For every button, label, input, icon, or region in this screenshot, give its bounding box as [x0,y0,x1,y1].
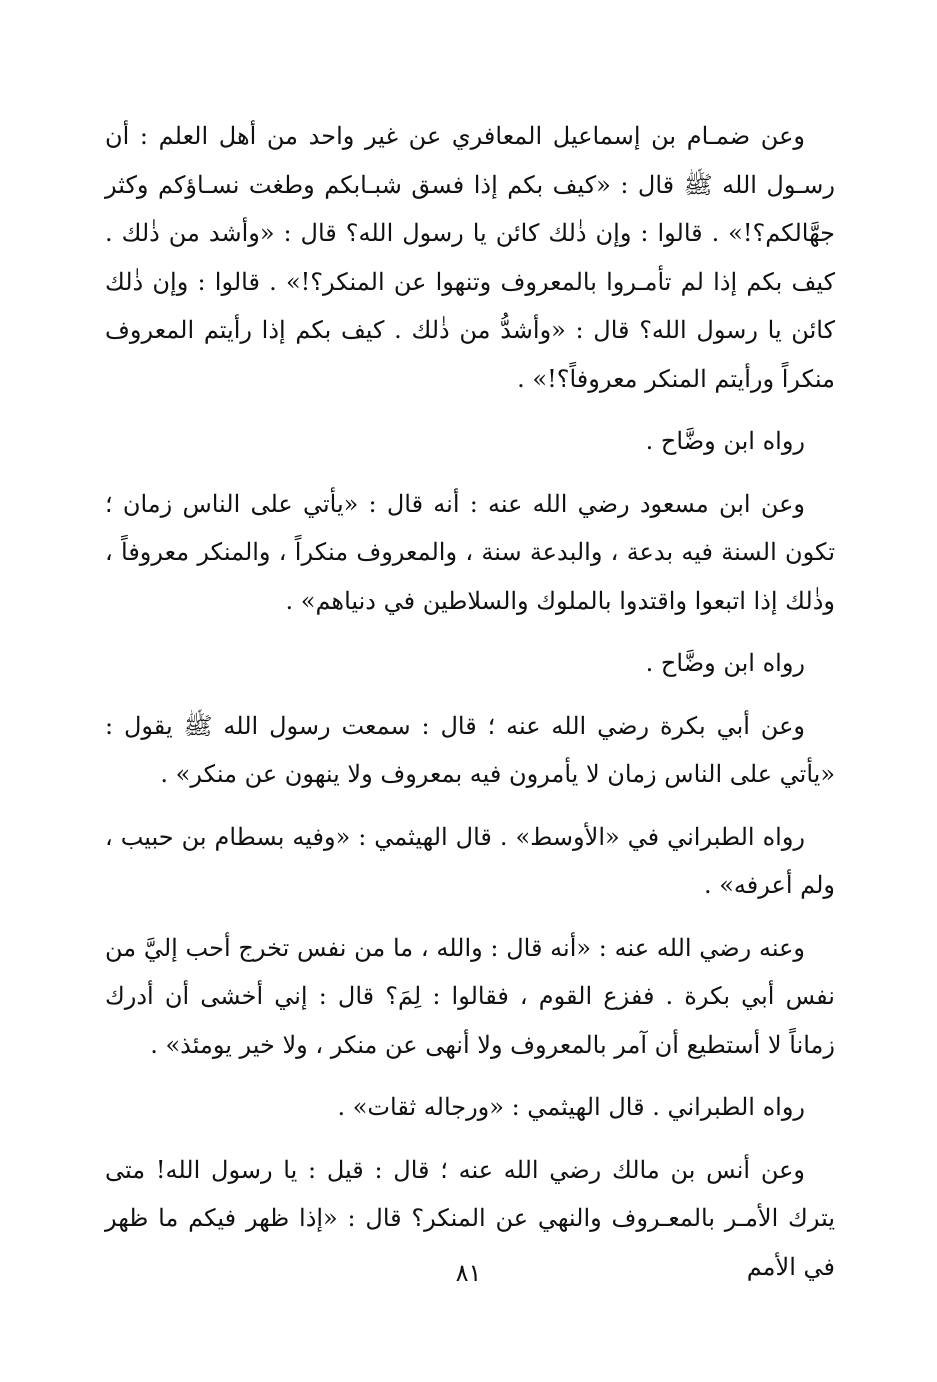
source-line-ibn-waddah-2: رواه ابن وضَّاح . [645,649,805,677]
page-body [105,112,835,1291]
paragraph-hadith-abu-bakra-2: وعنه رضي الله عنه : «أنه قال : والله ، ما من نفس تخرج أحب إليَّ من نفس أبي بكرة . ففزع القوم ، فقالوا : لِمَ؟ قال : إني أخشى أن أدرك زماناً لا أستطيع أن آمر بالمعروف ولا أنهى عن منكر ، ولا خير يومئذ» . [105,933,835,1059]
source-line-tabarani: رواه الطبراني . قال الهيثمي : «ورجاله ثقات» . [337,1093,805,1121]
paragraph-hadith-anas: وعن أنس بن مالك رضي الله عنه ؛ قال : قيل : يا رسول الله! متى يترك الأمـر بالمعـروف والنهي عن المنكر؟ قال : «إذا ظهر فيكم ما ظهر في الأمم [105,1155,835,1281]
source-line-ibn-waddah-1: رواه ابن وضَّاح . [645,427,805,455]
paragraph-hadith-abu-bakra: وعن أبي بكرة رضي الله عنه ؛ قال : سمعت رسول الله ﷺ يقول : «يأتي على الناس زمان لا يأمرون فيه بمعروف ولا ينهون عن منكر» . [105,711,835,788]
paragraph-hadith-ibn-masud: وعن ابن مسعود رضي الله عنه : أنه قال : «يأتي على الناس زمان ؛ تكون السنة فيه بدعة ، والبدعة سنة ، والمعروف منكراً ، والمنكر معروفاً ، وذٰلك إذا اتبعوا واقتدوا بالملوك والسلاطين في دنياهم» . [105,489,835,615]
paragraph-source-tabarani-awsat: رواه الطبراني في «الأوسط» . قال الهيثمي : «وفيه بسطام بن حبيب ، ولم أعرفه» . [105,822,835,899]
paragraph-hadith-damam: وعن ضمـام بن إسماعيل المعافري عن غير واحد من أهل العلم : أن رسـول الله ﷺ قال : «كيف بكم إذا فسق شبـابكم وطغت نسـاؤكم وكثر جهَّالكم؟!» . قالوا : وإن ذٰلك كائن يا رسول الله؟ قال : «وأشد من ذٰلك . كيف بكم إذا لم تأمـروا بالمعروف وتنهوا عن المنكر؟!» . قالوا : وإن ذٰلك كائن يا رسول الله؟ قال : «وأشدُّ من ذٰلك . كيف بكم إذا رأيتم المعروف منكراً ورأيتم المنكر معروفاً؟!» . [105,122,835,393]
page-number: ٨١ [455,1259,482,1287]
